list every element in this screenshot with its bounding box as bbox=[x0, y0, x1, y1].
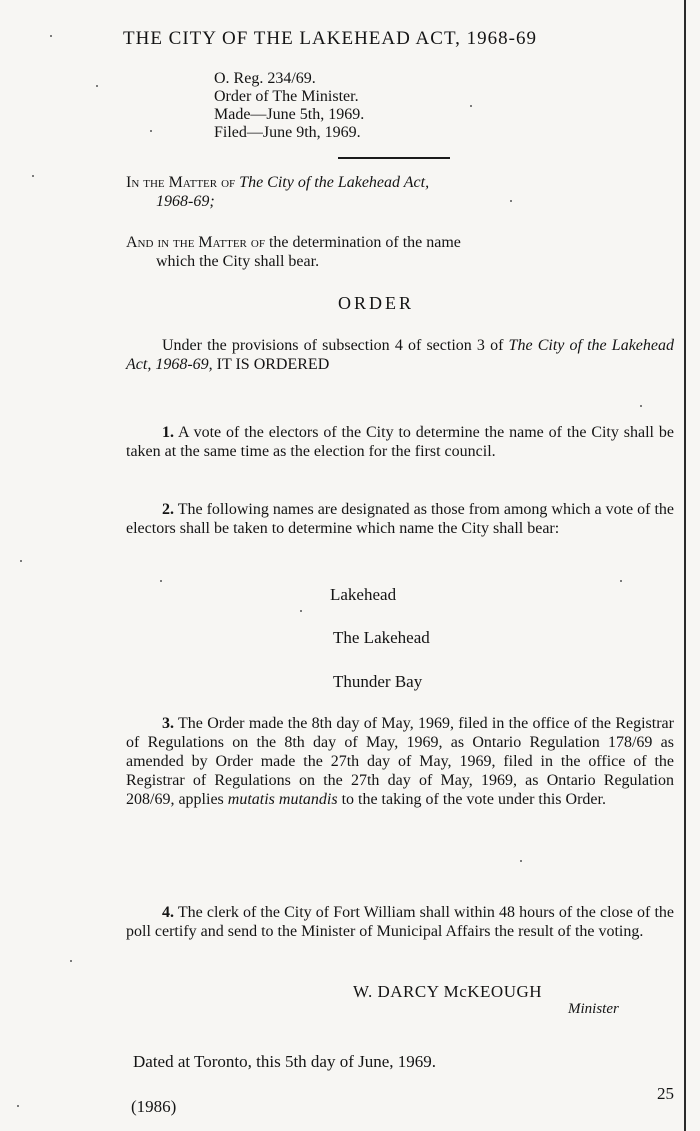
name-option-3: Thunder Bay bbox=[333, 672, 423, 691]
clause-1 bbox=[126, 423, 674, 461]
dated-line: Dated at Toronto, this 5th day of June, 1969. bbox=[133, 1052, 437, 1071]
right-border-rule bbox=[684, 0, 686, 1131]
matter-act-name: The City of the Lakehead Act, bbox=[239, 174, 430, 191]
clause-4 bbox=[126, 903, 674, 941]
name-option-2: The Lakehead bbox=[333, 628, 430, 647]
footer-year: (1986) bbox=[131, 1097, 177, 1116]
regulation-filed-date: Filed—June 9th, 1969. bbox=[214, 124, 361, 141]
clause-2-text: The following names are designated as those from among which a vote of the electors shall be taken to determine which name the City shall bear: bbox=[126, 501, 675, 537]
clause-4-text: The clerk of the City of Fort William shall within 48 hours of the close of the poll certify and send to the Minister of Municipal Affairs the result of the voting. bbox=[126, 904, 674, 940]
matter-name-line1: the determination of the name bbox=[268, 234, 461, 251]
regulation-divider bbox=[338, 157, 450, 159]
regulation-made-date: Made—June 5th, 1969. bbox=[214, 106, 365, 123]
clause-3-text-a: The Order made the 8th day of May, 1969, filed in the office of the Registrar of Regulations on the 8th day of May, 1969, as Ontario Regulation 178/69 as amended by Order made the 27th day of May, 1969, filed in the office of the Registrar of Regulations on the 27th day of May, 1969, as Ontario Regulation 208/69, applies bbox=[126, 715, 674, 808]
matter-name-lead: And in the Matter of bbox=[126, 234, 265, 251]
signature-title: Minister bbox=[568, 1001, 619, 1017]
matter-act-year: 1968-69; bbox=[156, 193, 215, 210]
preamble bbox=[126, 336, 674, 374]
matter-act bbox=[126, 173, 429, 211]
signature-name: W. DARCY McKEOUGH bbox=[353, 982, 543, 1001]
clause-4-number: 4. bbox=[162, 904, 174, 921]
preamble-act: The City of the Lakehead Act, 1968-69, bbox=[126, 337, 674, 373]
matter-name bbox=[126, 233, 461, 271]
preamble-rest: IT IS ORDERED bbox=[216, 356, 330, 373]
page-number: 25 bbox=[657, 1084, 674, 1103]
preamble-line1: Under the provisions of subsection 4 of section 3 of bbox=[162, 337, 504, 354]
matter-name-line2: which the City shall bear. bbox=[156, 253, 320, 270]
act-title: THE CITY OF THE LAKEHEAD ACT, 1968-69 bbox=[123, 28, 537, 49]
clause-3-italic: mutatis mutandis bbox=[227, 791, 338, 808]
matter-act-lead: In the Matter of bbox=[126, 174, 236, 191]
clause-3-number: 3. bbox=[162, 715, 174, 732]
regulation-order-of: Order of The Minister. bbox=[214, 88, 359, 105]
regulation-number: O. Reg. 234/69. bbox=[214, 70, 316, 87]
clause-2-number: 2. bbox=[162, 501, 174, 518]
clause-1-text: A vote of the electors of the City to determine the name of the City shall be taken at the same time as the election for the first council. bbox=[126, 424, 674, 460]
clause-3 bbox=[126, 714, 674, 809]
order-heading: ORDER bbox=[338, 293, 415, 313]
clause-3-text-b: to the taking of the vote under this Order. bbox=[341, 791, 606, 808]
clause-1-number: 1. bbox=[162, 424, 174, 441]
name-option-1: Lakehead bbox=[330, 585, 397, 604]
regulation-block bbox=[214, 70, 364, 142]
clause-2 bbox=[126, 500, 674, 538]
